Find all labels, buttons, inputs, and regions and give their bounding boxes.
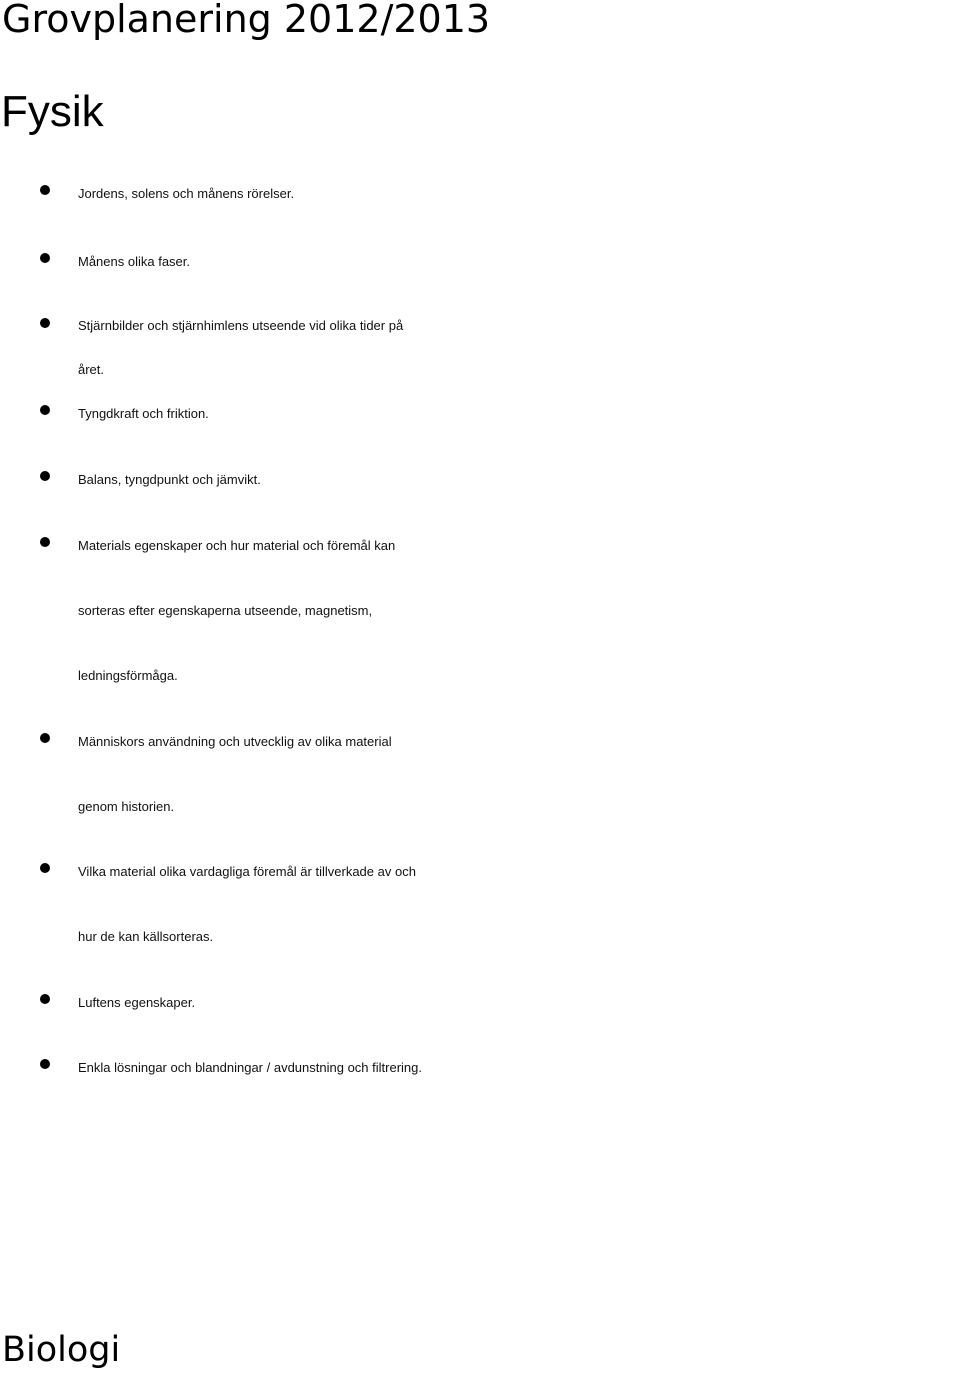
bullet-icon	[40, 1059, 50, 1069]
bullet-icon	[40, 994, 50, 1004]
list-item-text: Människors användning och utvecklig av olika material	[78, 734, 392, 749]
list-item-text: Enkla lösningar och blandningar / avdunstning och filtrering.	[78, 1060, 422, 1075]
list-item-text: Materials egenskaper och hur material och föremål kan	[78, 538, 396, 553]
list-item-text: Månens olika faser.	[78, 254, 191, 269]
bullet-icon	[40, 405, 50, 415]
bullet-icon	[40, 471, 50, 481]
list-item-text: ledningsförmåga.	[78, 668, 178, 683]
section-heading-fysik: Fysik	[1, 87, 104, 136]
list-item	[0, 304, 960, 392]
list-item-text: genom historien.	[78, 799, 175, 814]
list-item	[0, 709, 960, 839]
list-item	[0, 161, 960, 226]
list-item	[0, 381, 960, 446]
list-item-text: Tyngdkraft och friktion.	[78, 406, 209, 421]
list-item	[0, 513, 960, 708]
list-item-text: Vilka material olika vardagliga föremål är tillverkade av och	[78, 864, 416, 879]
list-item	[0, 447, 960, 512]
bullet-icon	[40, 253, 50, 263]
bullet-icon	[40, 185, 50, 195]
list-item-text: hur de kan källsorteras.	[78, 929, 214, 944]
list-item	[0, 839, 960, 969]
list-item-text: Luftens egenskaper.	[78, 995, 196, 1010]
list-item	[0, 229, 960, 294]
bullet-icon	[40, 318, 50, 328]
bullet-icon	[40, 537, 50, 547]
list-item-text: Balans, tyngdpunkt och jämvikt.	[78, 472, 261, 487]
list-item-text: Jordens, solens och månens rörelser.	[78, 186, 295, 201]
list-item	[0, 1035, 960, 1100]
list-item-text: sorteras efter egenskaperna utseende, magnetism,	[78, 603, 373, 618]
bullet-icon	[40, 863, 50, 873]
page-title: Grovplanering 2012/2013	[2, 0, 491, 41]
list-item	[0, 970, 960, 1035]
bullet-icon	[40, 733, 50, 743]
list-item-text: året.	[78, 362, 105, 377]
list-item-text: Stjärnbilder och stjärnhimlens utseende vid olika tider på	[78, 318, 404, 333]
section-heading-biologi: Biologi	[2, 1330, 121, 1370]
